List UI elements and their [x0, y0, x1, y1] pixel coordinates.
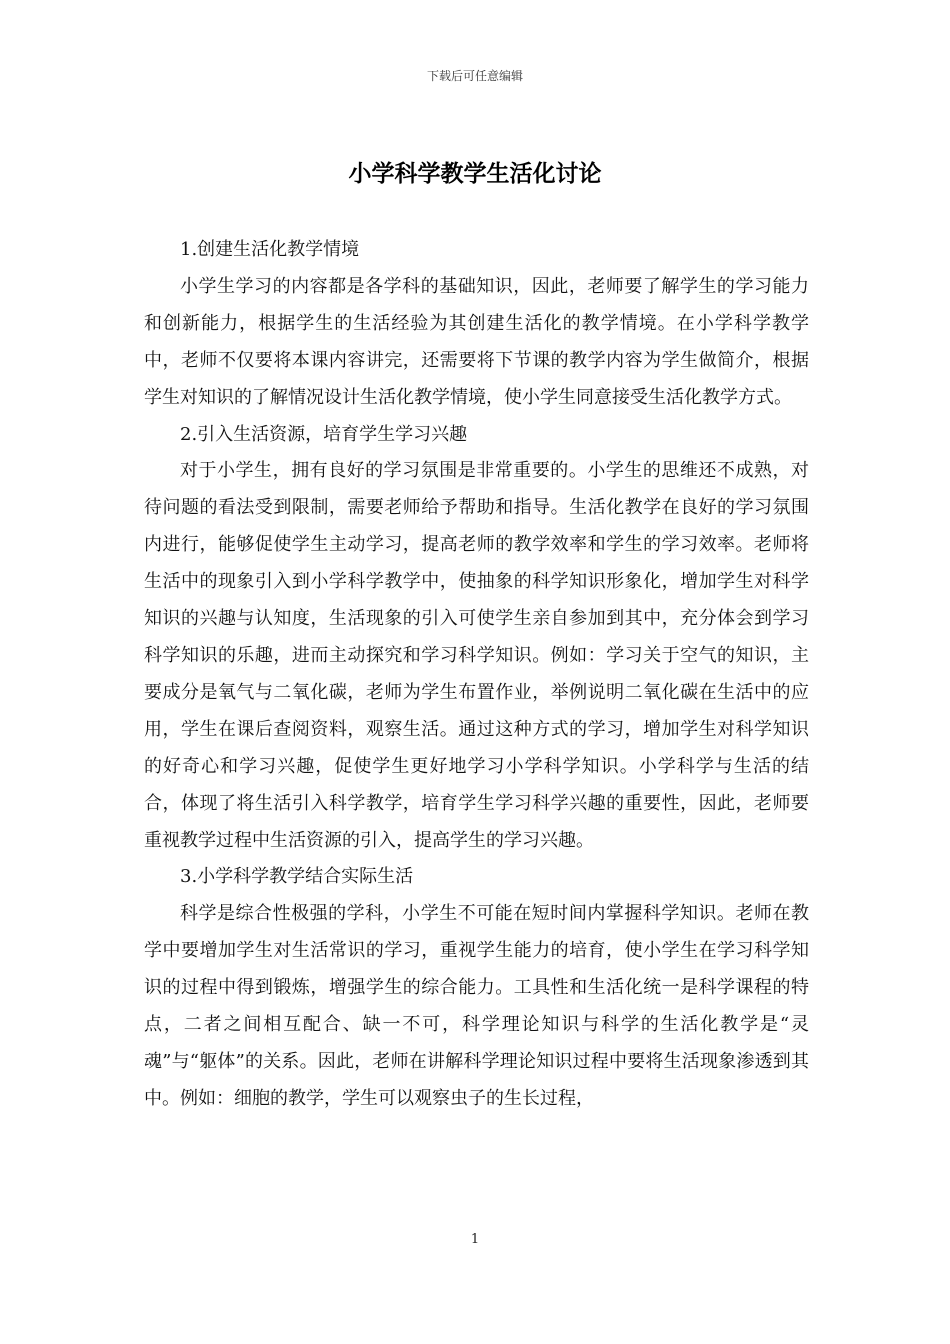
page-header: 下载后可任意编辑	[426, 69, 523, 83]
section-heading-2: 2.引入生活资源，培育学生学习兴趣	[180, 423, 468, 445]
document-title: 小学科学教学生活化讨论	[348, 161, 602, 187]
body-paragraph-3: 科学是综合性极强的学科，小学生不可能在短时间内掌握科学知识。老师在教学中要增加学生对生活常识的学习，重视学生能力的培育，使小学生在学习科学知识的过程中得到锻炼，增强学生的综合能力。工具性和生活化统一是科学课程的特点，二者之间相互配合、缺一不可，科学理论知识与科学的生活化教学是“灵魂”与“躯体”的关系。因此，老师在讲解科学理论知识过程中要将生活现象渗透到其中。例如：细胞的教学，学生可以观察虫子的生长过程，	[144, 903, 809, 1109]
document-body	[144, 232, 809, 1118]
section-heading-1: 1.创建生活化教学情境	[180, 239, 360, 260]
page-number: 1	[470, 1232, 480, 1247]
body-paragraph-2: 对于小学生，拥有良好的学习氛围是非常重要的。小学生的思维还不成熟，对待问题的看法受到限制，需要老师给予帮助和指导。生活化教学在良好的学习氛围内进行，能够促使学生主动学习，提高老师的教学效率和学生的学习效率。老师将生活中的现象引入到小学科学教学中，使抽象的科学知识形象化，增加学生对科学知识的兴趣与认知度，生活现象的引入可使学生亲自参加到其中，充分体会到学习科学知识的乐趣，进而主动探究和学习科学知识。例如：学习关于空气的知识，主要成分是氧气与二氧化碳，老师为学生布置作业，举例说明二氧化碳在生活中的应用，学生在课后查阅资料，观察生活。通过这种方式的学习，增加学生对科学知识的好奇心和学习兴趣，促使学生更好地学习小学科学知识。小学科学与生活的结合，体现了将生活引入科学教学，培育学生学习科学兴趣的重要性，因此，老师要重视教学过程中生活资源的引入，提高学生的学习兴趣。	[144, 460, 809, 851]
section-heading-3: 3.小学科学教学结合实际生活	[180, 866, 414, 888]
body-paragraph-1: 小学生学习的内容都是各学科的基础知识，因此，老师要了解学生的学习能力和创新能力，根据学生的生活经验为其创建生活化的教学情境。在小学科学教学中，老师不仅要将本课内容讲完，还需要将下节课的教学内容为学生做简介，根据学生对知识的了解情况设计生活化教学情境，使小学生同意接受生活化教学方式。	[144, 275, 809, 408]
